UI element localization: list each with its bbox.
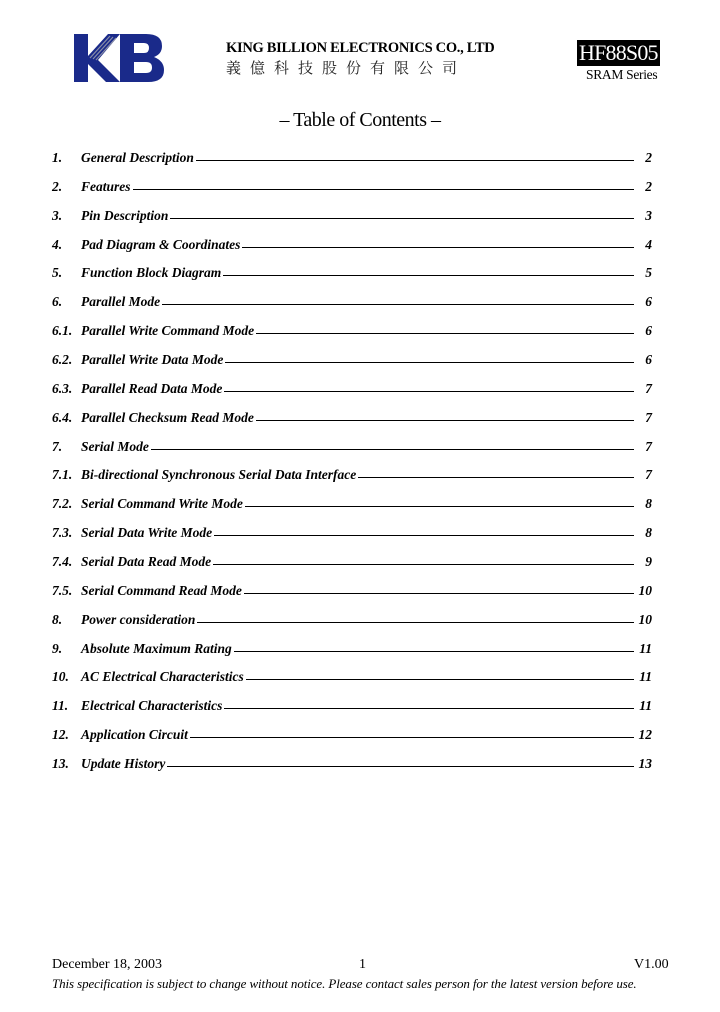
- toc-label: Application Circuit: [81, 727, 188, 743]
- toc-page: 4: [645, 236, 652, 252]
- toc-label: Serial Command Write Mode: [81, 496, 243, 512]
- toc-page: 6: [645, 352, 652, 368]
- toc-number: 7.2.: [52, 496, 73, 512]
- toc-number: 7.5.: [52, 582, 73, 598]
- toc-label: Pin Description: [81, 207, 169, 223]
- toc-leader-line: [213, 564, 634, 565]
- toc-page: 7: [645, 467, 652, 483]
- toc-number: 7.3.: [52, 525, 73, 541]
- toc-page: 3: [645, 207, 652, 223]
- toc-entry[interactable]: [52, 641, 652, 670]
- toc-label: Absolute Maximum Rating: [81, 640, 232, 656]
- toc-page: 2: [645, 178, 652, 194]
- company-name: KING BILLION ELECTRONICS CO., LTD: [226, 40, 495, 56]
- toc-number: 12.: [52, 727, 69, 743]
- toc-entry[interactable]: [52, 352, 652, 381]
- toc-entry[interactable]: [52, 756, 652, 785]
- toc-label: Serial Data Write Mode: [81, 525, 213, 541]
- toc-page: 8: [645, 496, 652, 512]
- toc-leader-line: [190, 737, 634, 738]
- toc-leader-line: [225, 362, 634, 363]
- toc-leader-line: [133, 189, 634, 190]
- toc-label: Pad Diagram & Coordinates: [81, 236, 241, 252]
- footer-date: December 18, 2003: [52, 957, 163, 972]
- toc-leader-line: [242, 247, 634, 248]
- toc-label: Parallel Write Command Mode: [81, 323, 255, 339]
- toc-leader-line: [196, 160, 634, 161]
- toc-label: Bi-directional Synchronous Serial Data Interface: [81, 467, 357, 483]
- toc-leader-line: [234, 651, 634, 652]
- toc-entry[interactable]: [52, 554, 652, 583]
- toc-page: 9: [645, 554, 652, 570]
- toc-entry[interactable]: [52, 410, 652, 439]
- toc-label: Serial Mode: [81, 438, 149, 454]
- toc-entry[interactable]: [52, 323, 652, 352]
- toc-label: Power consideration: [81, 611, 196, 627]
- toc-entry[interactable]: [52, 265, 652, 294]
- toc-number: 6.1.: [52, 323, 73, 339]
- toc-label: Features: [81, 178, 131, 194]
- toc-number: 3.: [52, 207, 63, 223]
- toc-leader-line: [224, 708, 634, 709]
- company-name-chinese: 義億科技股份有限公司: [226, 59, 467, 77]
- toc-label: Parallel Write Data Mode: [81, 352, 224, 368]
- toc-page: 5: [645, 265, 652, 281]
- toc-entry[interactable]: [52, 698, 652, 727]
- toc-page: 11: [639, 640, 652, 656]
- toc-number: 6.: [52, 294, 63, 310]
- toc-leader-line: [358, 477, 634, 478]
- toc-number: 1.: [52, 150, 63, 165]
- toc-entry[interactable]: [52, 669, 652, 698]
- toc-number: 8.: [52, 611, 63, 627]
- toc-number: 5.: [52, 265, 63, 281]
- toc-entry[interactable]: [52, 294, 652, 323]
- toc-number: 2.: [52, 178, 63, 194]
- toc-page: 6: [645, 323, 652, 339]
- toc-entry[interactable]: [52, 583, 652, 612]
- toc-leader-line: [167, 766, 634, 767]
- toc-number: 9.: [52, 640, 63, 656]
- toc-entry[interactable]: [52, 727, 652, 756]
- toc-page: 11: [639, 698, 652, 714]
- table-of-contents: [52, 150, 652, 785]
- toc-page: 12: [638, 727, 652, 743]
- toc-entry[interactable]: [52, 525, 652, 554]
- footer-page-number: 1: [359, 957, 366, 972]
- toc-leader-line: [246, 679, 634, 680]
- toc-label: Parallel Checksum Read Mode: [81, 409, 254, 425]
- product-series: SRAM Series: [586, 67, 658, 82]
- toc-leader-line: [244, 593, 634, 594]
- toc-entry[interactable]: [52, 612, 652, 641]
- toc-entry[interactable]: [52, 467, 652, 496]
- toc-leader-line: [245, 506, 634, 507]
- toc-entry[interactable]: [52, 381, 652, 410]
- toc-number: 6.2.: [52, 352, 73, 368]
- toc-entry[interactable]: [52, 439, 652, 468]
- toc-leader-line: [170, 218, 634, 219]
- toc-entry[interactable]: [52, 237, 652, 266]
- toc-label: Parallel Read Data Mode: [81, 380, 223, 396]
- toc-leader-line: [197, 622, 634, 623]
- toc-page: 2: [645, 150, 652, 165]
- toc-leader-line: [256, 333, 634, 334]
- footer-version: V1.00: [634, 957, 669, 972]
- toc-leader-line: [162, 304, 634, 305]
- toc-number: 11.: [52, 698, 69, 714]
- toc-number: 6.3.: [52, 380, 73, 396]
- toc-page: 7: [645, 438, 652, 454]
- toc-entry[interactable]: [52, 179, 652, 208]
- toc-number: 7.: [52, 438, 63, 454]
- toc-page: 7: [645, 409, 652, 425]
- toc-label: General Description: [81, 150, 194, 165]
- footer-disclaimer: This specification is subject to change without notice. Please contact sales person for the latest version before use.: [52, 976, 637, 991]
- toc-page: 6: [645, 294, 652, 310]
- toc-label: AC Electrical Characteristics: [81, 669, 244, 685]
- toc-leader-line: [214, 535, 634, 536]
- toc-entry[interactable]: [52, 208, 652, 237]
- toc-leader-line: [224, 391, 634, 392]
- toc-leader-line: [151, 449, 634, 450]
- toc-page: 10: [638, 611, 652, 627]
- toc-label: Function Block Diagram: [81, 265, 222, 281]
- toc-label: Parallel Mode: [81, 294, 161, 310]
- company-logo: [74, 34, 164, 82]
- part-number: HF88S05: [579, 40, 658, 65]
- toc-number: 7.4.: [52, 554, 73, 570]
- page-title: – Table of Contents –: [279, 109, 441, 131]
- toc-page: 13: [638, 756, 652, 772]
- toc-label: Update History: [81, 756, 166, 772]
- toc-label: Serial Data Read Mode: [81, 554, 212, 570]
- toc-page: 10: [638, 582, 652, 598]
- toc-leader-line: [256, 420, 634, 421]
- toc-number: 13.: [52, 756, 69, 772]
- toc-entry[interactable]: [52, 496, 652, 525]
- toc-page: 8: [645, 525, 652, 541]
- toc-label: Serial Command Read Mode: [81, 582, 242, 598]
- toc-number: 7.1.: [52, 467, 73, 483]
- toc-page: 7: [645, 380, 652, 396]
- toc-leader-line: [223, 275, 634, 276]
- toc-page: 11: [639, 669, 652, 685]
- toc-label: Electrical Characteristics: [81, 698, 223, 714]
- toc-entry[interactable]: [52, 150, 652, 179]
- toc-number: 4.: [52, 236, 63, 252]
- toc-number: 10.: [52, 669, 69, 685]
- toc-number: 6.4.: [52, 409, 73, 425]
